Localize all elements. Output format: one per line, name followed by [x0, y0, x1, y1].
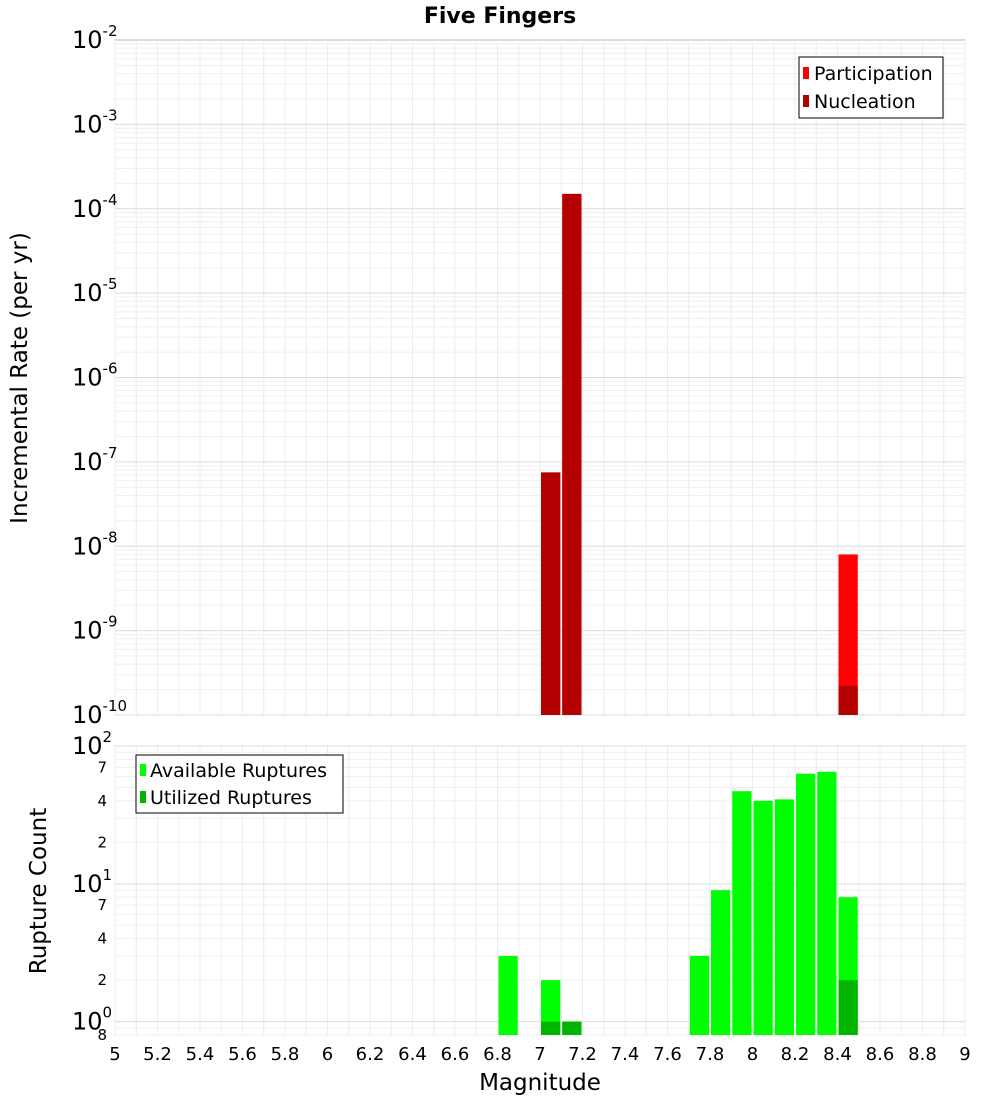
rupture-y-tick-label: 101	[72, 865, 113, 898]
rupture-y-minor-tick-label: 2	[97, 971, 107, 990]
rupture-bar-series-0	[817, 772, 836, 1035]
x-tick-label: 8.6	[865, 1044, 895, 1065]
rate-y-tick-label: 10-4	[72, 190, 118, 223]
legend-label-nucleation: Nucleation	[814, 91, 916, 113]
legend-swatch-participation	[803, 67, 809, 79]
x-tick-label: 6.4	[398, 1044, 427, 1065]
legend-swatch-available-ruptures	[140, 764, 146, 776]
rupture-bar-series-0	[754, 801, 773, 1035]
rate-bar-series-1	[541, 472, 560, 715]
x-tick-label: 6.6	[440, 1044, 470, 1065]
rupture-bar-series-0	[690, 956, 709, 1035]
legend-swatch-utilized-ruptures	[140, 791, 146, 803]
x-tick-label: 7.2	[568, 1044, 597, 1065]
rupture-bar-series-0	[775, 799, 794, 1035]
rate-y-tick-label: 10-6	[72, 359, 118, 392]
legend-swatch-nucleation	[803, 95, 809, 107]
x-tick-label: 7.8	[695, 1044, 725, 1065]
rupture-y-minor-tick-label: 4	[97, 791, 107, 810]
x-tick-label: 6.8	[483, 1044, 512, 1065]
rate-bar-series-1	[562, 194, 581, 715]
chart-title: Five Fingers	[423, 4, 577, 29]
x-tick-label: 8	[746, 1044, 759, 1065]
x-axis-label: Magnitude	[479, 1070, 601, 1096]
rupture-y-minor-tick-label: 8	[97, 1026, 107, 1044]
rate-legend	[799, 57, 943, 118]
rupture-y-tick-label: 102	[72, 728, 113, 760]
rupture-y-tick-labels	[72, 728, 112, 1044]
rupture-bar-series-0	[499, 956, 518, 1035]
x-tick-label: 9	[959, 1044, 971, 1065]
rate-y-axis-label: Incremental Rate (per yr)	[7, 232, 33, 524]
rate-y-tick-label: 10-10	[72, 697, 128, 729]
rate-y-tick-label: 10-2	[72, 22, 118, 54]
rupture-bar-series-0	[796, 774, 815, 1035]
rupture-count-panel	[26, 728, 971, 1096]
x-tick-label: 5.8	[270, 1044, 300, 1065]
x-tick-label: 7.4	[610, 1044, 640, 1065]
rupture-y-axis-label: Rupture Count	[26, 807, 52, 975]
rate-gridlines	[115, 40, 965, 715]
x-tick-label: 8.8	[908, 1044, 937, 1065]
rate-y-tick-label: 10-9	[72, 612, 118, 645]
legend-label-available-ruptures: Available Ruptures	[150, 760, 327, 782]
x-tick-label: 7	[534, 1044, 546, 1065]
rupture-y-tick-label: 100	[72, 1003, 113, 1036]
x-tick-label: 6.2	[355, 1044, 385, 1065]
legend-label-participation: Participation	[814, 63, 933, 85]
rate-y-tick-label: 10-5	[72, 275, 118, 308]
rupture-bar-series-1	[541, 1022, 560, 1035]
x-tick-label: 6	[321, 1044, 334, 1065]
rate-y-tick-label: 10-8	[72, 528, 118, 561]
rupture-y-minor-tick-label: 7	[97, 896, 107, 915]
x-tick-label: 5.6	[228, 1044, 257, 1065]
rupture-bar-series-1	[839, 980, 858, 1035]
magnitude-x-tick-labels	[109, 1044, 970, 1065]
rupture-bar-series-0	[711, 890, 730, 1035]
x-tick-label: 8.4	[823, 1044, 852, 1065]
rupture-legend	[136, 755, 343, 813]
rate-y-tick-label: 10-3	[72, 106, 118, 139]
rupture-y-minor-tick-label: 7	[97, 758, 107, 777]
rupture-y-minor-tick-label: 2	[97, 833, 107, 852]
rate-y-tick-label: 10-7	[72, 443, 118, 476]
x-tick-label: 7.6	[653, 1044, 682, 1065]
rupture-y-minor-tick-label: 4	[97, 929, 107, 948]
rupture-bar-series-0	[732, 791, 751, 1035]
rate-bar-series-1	[839, 686, 858, 715]
x-tick-label: 5.4	[185, 1044, 215, 1065]
legend-label-utilized-ruptures: Utilized Ruptures	[150, 787, 312, 809]
x-tick-label: 5	[109, 1044, 121, 1065]
x-tick-label: 5.2	[143, 1044, 172, 1065]
rupture-bar-series-1	[562, 1022, 581, 1035]
x-tick-label: 8.2	[780, 1044, 810, 1065]
rate-panel	[7, 22, 965, 729]
